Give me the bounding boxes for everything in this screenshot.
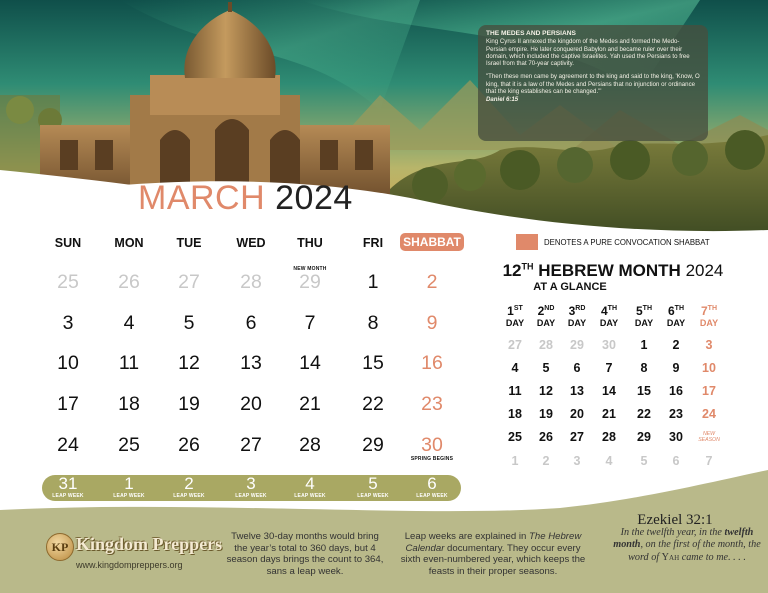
calendar-day: 5 [183, 312, 195, 334]
hebrew-day: 27 [570, 430, 584, 444]
hebrew-day: 6 [672, 454, 680, 468]
hebrew-day-header-label: DAY [567, 318, 587, 328]
verse-text-name: Yah [661, 551, 680, 563]
leap-week-day-number: 1 [124, 474, 134, 493]
hebrew-day: 28 [539, 338, 553, 352]
month-name: MARCH [138, 179, 266, 217]
hebrew-day-header-ordinal: TH [674, 305, 685, 312]
hebrew-day: 24 [702, 407, 716, 421]
calendar-day: 4 [123, 312, 135, 334]
day-header-wed: WED [236, 236, 266, 250]
calendar-day: 17 [57, 393, 79, 415]
hebrew-day: 13 [570, 384, 584, 398]
hebrew-day-header [499, 303, 531, 329]
calendar-day: 26 [118, 271, 140, 293]
leap-week-day-number: 4 [305, 474, 315, 493]
hebrew-day: 2 [542, 454, 550, 468]
calendar-day: 10 [57, 352, 79, 374]
month-year: 2024 [275, 179, 353, 217]
calendar-day: 18 [118, 393, 140, 415]
hebrew-day-header-number: 2 [537, 304, 545, 318]
leap-week-label: LEAP WEEK [52, 493, 84, 499]
calendar-day: 24 [57, 434, 79, 456]
leap-week-day-number: 6 [427, 474, 437, 493]
hebrew-day-header-label: DAY [505, 318, 525, 328]
hebrew-day: 11 [508, 384, 522, 398]
calendar-day: 1 [367, 271, 379, 293]
hebrew-day: 14 [602, 384, 616, 398]
hebrew-day-header-number: 6 [667, 304, 675, 318]
calendar-day: 25 [118, 434, 140, 456]
verse-text-bold: twelfth month [613, 527, 754, 551]
hebrew-day-header [530, 303, 562, 329]
hebrew-month-title [480, 261, 746, 281]
verse-text-c: came to me. . . . [679, 551, 746, 563]
hebrew-day-header [628, 303, 660, 329]
leap-week-label: LEAP WEEK [357, 493, 389, 499]
day-header-sun: SUN [54, 236, 82, 250]
hebrew-day-header-number: 4 [600, 304, 608, 318]
hebrew-day-header-ordinal: TH [642, 305, 653, 312]
hebrew-day-header-ordinal: ND [544, 305, 555, 312]
hebrew-day: 16 [669, 384, 683, 398]
day-header-tue: TUE [176, 236, 202, 250]
hebrew-day: 7 [705, 454, 713, 468]
calendar-day: 20 [240, 393, 262, 415]
calendar-day: 22 [362, 393, 384, 415]
calendar-day: 21 [299, 393, 321, 415]
leap-text-b: documentary. They occur every sixth even-numbered year, which keeps the feasts in their proper seasons. [400, 542, 586, 577]
hebrew-day: 21 [602, 407, 616, 421]
hebrew-day: 8 [640, 361, 648, 375]
hebrew-day: 30 [602, 338, 616, 352]
verse-text-a: In the twelfth year, in the [620, 527, 725, 538]
day-header-mon: MON [114, 236, 144, 250]
leap-text-a: Leap weeks are explained in [404, 531, 529, 542]
hebrew-day: 20 [570, 407, 584, 421]
hebrew-day: 26 [539, 430, 553, 444]
hebrew-day-header-ordinal: TH [707, 305, 718, 312]
new-season-note: NEW SEASON [698, 431, 720, 443]
hebrew-day-header-number: 3 [568, 304, 576, 318]
hebrew-day: 15 [637, 384, 651, 398]
website-url[interactable]: www.kingdompreppers.org [76, 560, 183, 570]
hebrew-day-header-label: DAY [599, 318, 619, 328]
hebrew-day: 28 [602, 430, 616, 444]
calendar-day: 8 [367, 312, 379, 334]
hebrew-day: 5 [640, 454, 648, 468]
hebrew-day: 12 [539, 384, 553, 398]
calendar-day: 29 [299, 271, 321, 293]
calendar-day: 27 [178, 271, 200, 293]
hebrew-day: 29 [637, 430, 651, 444]
calendar-day: 11 [118, 352, 140, 374]
hebrew-day-header-label: DAY [699, 318, 719, 328]
leap-week-day-number: 5 [368, 474, 378, 493]
verse-text-b: , on the first of the month, the word of [628, 539, 761, 563]
medes-persians-info-box [478, 25, 708, 141]
leap-week-label: LEAP WEEK [113, 493, 145, 499]
hebrew-day: 4 [605, 454, 613, 468]
calendar-day: 28 [299, 434, 321, 456]
hebrew-day: 22 [637, 407, 651, 421]
day-header-shabbat: SHABBAT [400, 233, 464, 251]
hebrew-month-subtitle: AT A GLANCE [533, 281, 607, 293]
hebrew-day: 17 [702, 384, 716, 398]
hebrew-day-header [593, 303, 625, 329]
hebrew-day-header-number: 1 [507, 304, 514, 318]
calendar-day: 3 [62, 312, 74, 334]
hebrew-day-header-ordinal: TH [607, 305, 618, 312]
calendar-day: 7 [304, 312, 316, 334]
hebrew-day: 2 [672, 338, 680, 352]
hebrew-day: 6 [573, 361, 581, 375]
hebrew-day-header-label: DAY [536, 318, 556, 328]
leap-week-label: LEAP WEEK [416, 493, 448, 499]
convocation-legend-swatch [516, 234, 538, 250]
kingdom-preppers-logo-text: Kingdom Preppers [76, 534, 223, 554]
day-header-fri: FRI [362, 236, 384, 250]
info-box-quote: "Then these men came by agreement to the king and said to the king, 'Know, O king, that it is a law of the Medes and Persians that no injunction or ordinance that the king establishes can be changed.'" [486, 73, 700, 96]
calendar-day: 9 [426, 312, 438, 334]
hebrew-day: 10 [702, 361, 716, 375]
hebrew-day-header [660, 303, 692, 329]
calendar-day: 15 [362, 352, 384, 374]
hebrew-month-ordinal: TH [521, 261, 534, 272]
hebrew-day: 4 [511, 361, 519, 375]
hebrew-day-header-label: DAY [634, 318, 654, 328]
spring-begins-note: SPRING BEGINS [410, 456, 454, 462]
hebrew-day: 30 [669, 430, 683, 444]
footer-paragraph-days: Twelve 30-day months would bring the year’s total to 360 days, but 4 season days brings the count to 364, sans a leap week. [226, 531, 384, 577]
hebrew-day: 9 [672, 361, 680, 375]
info-box-reference: Daniel 6:15 [486, 96, 519, 104]
calendar-day: 25 [57, 271, 79, 293]
calendar-day: 29 [362, 434, 384, 456]
leap-week-day-number: 31 [58, 474, 78, 493]
calendar-day: 23 [421, 393, 443, 415]
calendar-day: 28 [240, 271, 262, 293]
hebrew-day-header-number: 5 [635, 304, 643, 318]
leap-week-label: LEAP WEEK [294, 493, 326, 499]
leap-week-day-number: 2 [184, 474, 194, 493]
month-title [138, 178, 353, 218]
calendar-day: 30 [421, 434, 443, 456]
calendar-day: 14 [299, 352, 321, 374]
hebrew-day: 3 [573, 454, 581, 468]
calendar-day: 2 [426, 271, 438, 293]
hebrew-day: 1 [640, 338, 648, 352]
info-box-title: THE MEDES AND PERSIANS [486, 30, 576, 37]
hebrew-day: 27 [508, 338, 522, 352]
hebrew-day: 25 [508, 430, 522, 444]
hebrew-day-header-ordinal: RD [575, 305, 586, 312]
leap-week-label: LEAP WEEK [235, 493, 267, 499]
hebrew-day: 5 [542, 361, 550, 375]
hebrew-month-label: HEBREW MONTH [533, 261, 686, 280]
calendar-day: 26 [178, 434, 200, 456]
info-box-body: King Cyrus II annexed the kingdom of the Medes and formed the Medo-Persian empire. He later conquered Babylon and became ruler over their domain, which included the captive Israelites. Yah used the Persians to free Israel from that 70-year captivity. [486, 38, 690, 68]
leap-week-day-number: 3 [246, 474, 256, 493]
hebrew-month-number: 12 [502, 261, 522, 280]
hebrew-day: 29 [570, 338, 584, 352]
calendar-day: 6 [245, 312, 257, 334]
hebrew-day: 7 [605, 361, 613, 375]
calendar-day: 19 [178, 393, 200, 415]
hebrew-day-header [561, 303, 593, 329]
hebrew-day: 23 [669, 407, 683, 421]
verse-reference: Ezekiel 32:1 [637, 512, 713, 528]
hebrew-day: 1 [511, 454, 519, 468]
day-header-thu: THU [297, 236, 323, 250]
new-month-note: NEW MONTH [293, 266, 327, 272]
kingdom-preppers-logo-icon: KP [46, 533, 74, 561]
hebrew-day-header-ordinal: ST [513, 305, 523, 312]
hebrew-day: 3 [705, 338, 713, 352]
calendar-day: 13 [240, 352, 262, 374]
hebrew-day-header-number: 7 [700, 304, 708, 318]
leap-week-label: LEAP WEEK [173, 493, 205, 499]
calendar-day: 27 [240, 434, 262, 456]
footer-paragraph-leap-weeks [398, 531, 588, 577]
calendar-day: 16 [421, 352, 443, 374]
hebrew-month-year: 2024 [685, 261, 724, 280]
documentary-title: The Hebrew Calendar [405, 531, 582, 554]
convocation-legend-text: DENOTES A PURE CONVOCATION SHABBAT [544, 238, 710, 247]
calendar-day: 12 [178, 352, 200, 374]
hebrew-day-header [693, 303, 725, 329]
hebrew-day-header-label: DAY [666, 318, 686, 328]
hebrew-day: 19 [539, 407, 553, 421]
hebrew-day: 18 [508, 407, 522, 421]
verse-text [612, 527, 762, 564]
